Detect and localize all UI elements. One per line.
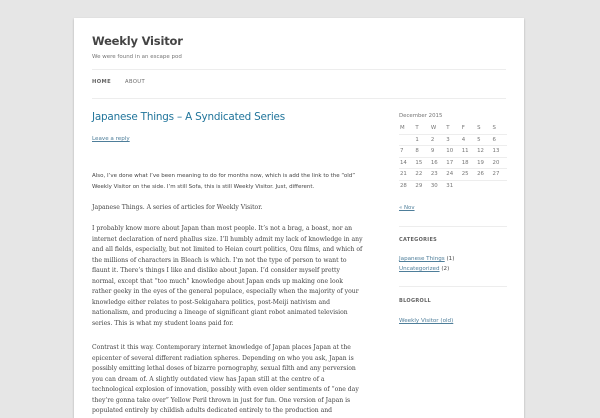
- calendar-day: 1: [414, 134, 429, 146]
- site-title[interactable]: Weekly Visitor: [92, 34, 183, 48]
- calendar-day-header: T: [415, 125, 419, 132]
- calendar-day: 31: [445, 180, 460, 191]
- category-link-japanese-things[interactable]: Japanese Things: [399, 256, 445, 262]
- calendar-day: 9: [430, 146, 445, 158]
- blogroll-item: [399, 318, 453, 324]
- category-count: (1): [446, 256, 455, 262]
- calendar-day: 16: [430, 157, 445, 169]
- post-paragraph: Contrast it this way. Contemporary internet knowledge of Japan places Japan at the epicenter of several different radiation spheres. Depending on who you ask, Japan is possibly emitting lethal doses of bizarre pornography, sexual filth and any perversion you can dream of. A slightly outdated view has Japan still at the centre of a technological explosion of innovation, possibly with even older sentiments of “one day they’re gonna take over” Yellow Peril thrown in just for fun. One version of Japan is populated entirely by childish adults dedicated entirely to the production and: [92, 344, 359, 414]
- calendar-day: [492, 180, 507, 191]
- calendar-day: 28: [399, 180, 414, 191]
- calendar-day: 3: [445, 134, 460, 146]
- calendar-day: 2: [430, 134, 445, 146]
- calendar-prev-month-link[interactable]: « Nov: [399, 205, 415, 211]
- category-item: [399, 266, 449, 272]
- category-link-uncategorized[interactable]: Uncategorized: [399, 266, 440, 272]
- calendar-day: 20: [492, 157, 507, 169]
- calendar-day: 12: [476, 146, 491, 158]
- calendar-day: 13: [492, 146, 507, 158]
- widget-divider: [399, 286, 507, 287]
- post-paragraph: Also, I’ve done what I’ve been meaning to do for months now, which is add the link to the “old” Weekly Visitor on the side. I’m still Sofa, this is still Weekly Visitor. Just, different.: [92, 173, 356, 190]
- blogroll-link-weekly-visitor-old[interactable]: Weekly Visitor (old): [399, 318, 454, 324]
- calendar-day-header: T: [446, 125, 450, 132]
- calendar-day: 25: [461, 169, 476, 181]
- calendar-day: 29: [414, 180, 429, 191]
- post-paragraph: I probably know more about Japan than most people. It’s not a brag, a boast, nor an internet declaration of nerd phallus size. I’ll humbly admit my lack of knowledge in any and all fields, especially, but not limited to Heian court politics, Ozu films, and which of the millions of characters in Bleach is which. I’m not the type of person to want to flaunt it. There’s things I like and dislike about Japan. I’d consider myself pretty normal, except that “too much” knowledge about Japan ends up making one look rather geeky in the eyes of the general populace, especially when the majority of your knowledge either relates to post-Sekigahara politics, post-Meiji nativism and nationalism, and producing a lineage of significant giant robot animated television series. This is what my student loans paid for.: [92, 225, 363, 327]
- site-description: We were found in an escape pod: [92, 54, 182, 60]
- calendar-day: 18: [461, 157, 476, 169]
- widget-divider: [399, 226, 507, 227]
- calendar-day: 26: [476, 169, 491, 181]
- calendar-day: 17: [445, 157, 460, 169]
- categories-widget-title: CATEGORIES: [399, 237, 438, 243]
- main-navigation: [92, 69, 506, 99]
- calendar-day: [399, 134, 414, 146]
- calendar-day-header: S: [477, 125, 481, 132]
- calendar-day: 15: [414, 157, 429, 169]
- calendar-day: 24: [445, 169, 460, 181]
- calendar-day: 8: [414, 146, 429, 158]
- calendar-day: 23: [430, 169, 445, 181]
- category-item: [399, 256, 454, 262]
- calendar-day: [461, 180, 476, 191]
- calendar-day: 30: [430, 180, 445, 191]
- post-title[interactable]: Japanese Things – A Syndicated Series: [92, 111, 285, 123]
- calendar-day: 21: [399, 169, 414, 181]
- calendar-day-header: F: [461, 125, 465, 132]
- calendar-day-header: S: [492, 125, 496, 132]
- calendar-day: [476, 180, 491, 191]
- page-container: [74, 18, 524, 418]
- calendar-day: 10: [445, 146, 460, 158]
- calendar-day: 19: [476, 157, 491, 169]
- calendar-day: 11: [461, 146, 476, 158]
- calendar-day: 5: [476, 134, 491, 146]
- calendar-day: 14: [399, 157, 414, 169]
- blogroll-widget-title: BLOGROLL: [399, 298, 432, 304]
- leave-reply-link[interactable]: Leave a reply: [92, 136, 130, 142]
- category-count: (2): [441, 266, 450, 272]
- calendar-day-header: W: [430, 125, 437, 132]
- nav-item-home[interactable]: HOME: [92, 79, 112, 85]
- calendar-day-header: M: [400, 125, 405, 132]
- calendar-day: 6: [492, 134, 507, 146]
- calendar-day: 22: [414, 169, 429, 181]
- calendar-table: [399, 123, 507, 191]
- calendar-caption: December 2015: [399, 113, 443, 119]
- nav-item-about[interactable]: ABOUT: [125, 79, 146, 85]
- calendar-day: 27: [492, 169, 507, 181]
- calendar-day: 4: [461, 134, 476, 146]
- post-paragraph: Japanese Things. A series of articles for Weekly Visitor.: [92, 204, 263, 211]
- calendar-day: 7: [399, 146, 414, 158]
